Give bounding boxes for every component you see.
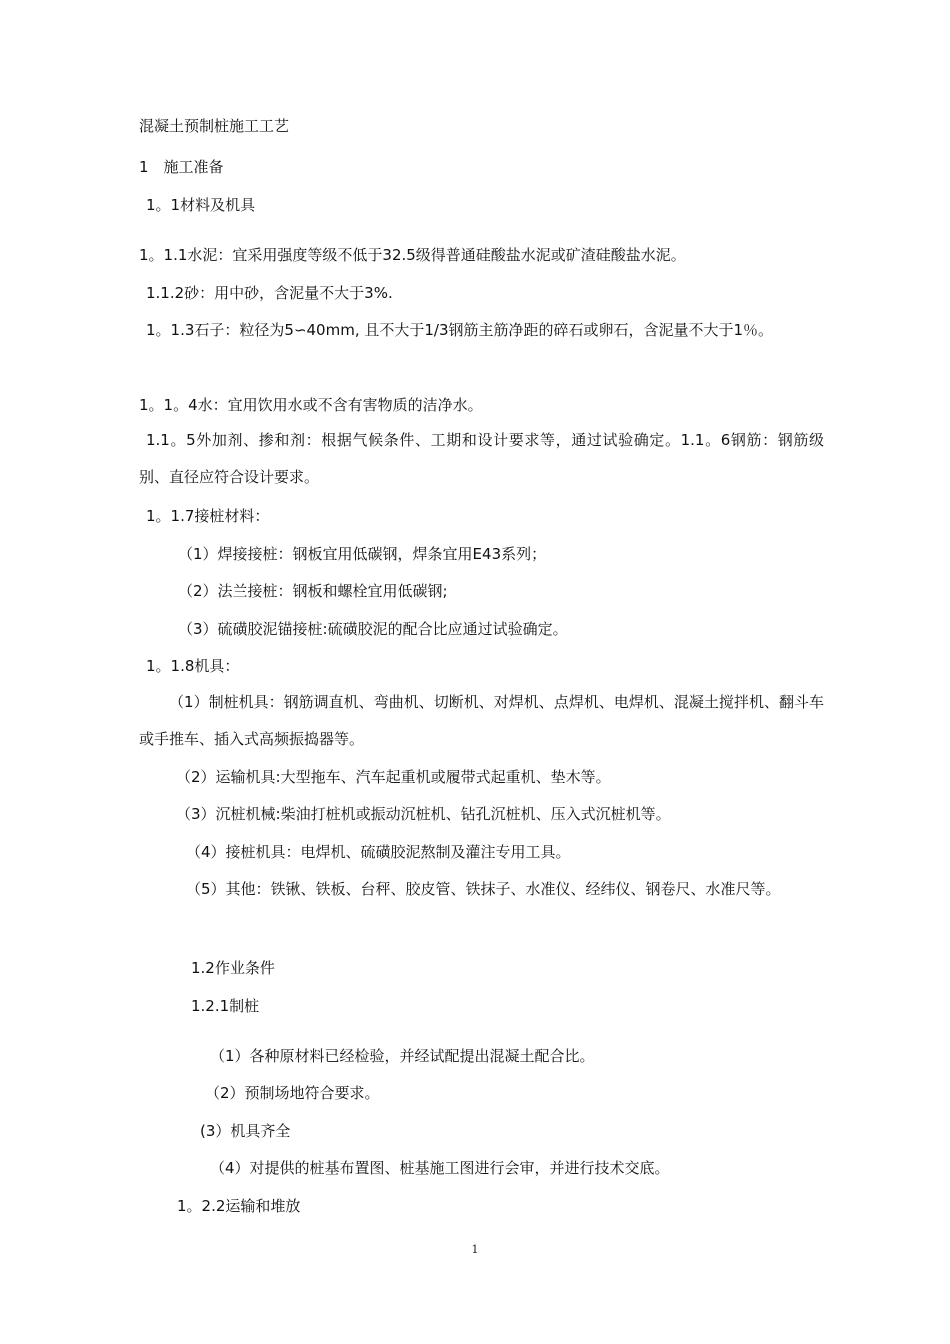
subsection-heading: 1.2.1制桩	[191, 997, 260, 1015]
list-item: （2）运输机具:大型拖车、汽车起重机或履带式起重机、垫木等。	[176, 768, 611, 786]
subsection-heading: 1。1材料及机具	[146, 196, 256, 214]
subsection-heading: 1。2.2运输和堆放	[177, 1197, 301, 1215]
paragraph: 1。1。4水：宜用饮用水或不含有害物质的洁净水。	[139, 396, 483, 414]
paragraph: 1。1.7接桩材料：	[146, 507, 270, 525]
document-title: 混凝土预制桩施工工艺	[139, 117, 290, 135]
subsection-heading: 1.2作业条件	[191, 959, 275, 977]
section-heading: 1 施工准备	[139, 158, 224, 176]
list-item: （3）硫磺胶泥锚接桩:硫磺胶泥的配合比应通过试验确定。	[178, 620, 568, 638]
paragraph: 1。1.3石子：粒径为5∽40mm, 且不大于1/3钢筋主筋净距的碎石或卵石，含泥量不大于1％。	[146, 321, 774, 339]
list-item: （4）对提供的桩基布置图、桩基施工图进行会审，并进行技术交底。	[210, 1159, 670, 1177]
paragraph: 1.1.2砂：用中砂，含泥量不大于3%.	[146, 284, 393, 302]
list-item: (3）机具齐全	[200, 1122, 291, 1140]
list-item: （5）其他：铁锹、铁板、台秤、胶皮管、铁抹子、水准仪、经纬仪、钢卷尺、水准尺等。	[186, 880, 781, 898]
list-item: （1）各种原材料已经检验，并经试配提出混凝土配合比。	[210, 1047, 595, 1065]
paragraph: 1.1。5外加剂、掺和剂：根据气候条件、工期和设计要求等，通过试验确定。1.1。6钢筋：钢筋级别、直径应符合设计要求。	[139, 431, 824, 486]
list-item: （4）接桩机具：电焊机、硫磺胶泥熬制及灌注专用工具。	[186, 843, 571, 861]
list-item: （2）预制场地符合要求。	[205, 1084, 380, 1102]
list-item: （3）沉桩机械:柴油打桩机或振动沉桩机、钻孔沉桩机、压入式沉桩机等。	[176, 805, 671, 823]
list-item: （2）法兰接桩：钢板和螺栓宜用低碳钢;	[178, 582, 448, 600]
paragraph: 1。1.8机具：	[146, 657, 240, 675]
paragraph: 1。1.1水泥：宜采用强度等级不低于32.5级得普通硅酸盐水泥或矿渣硅酸盐水泥。	[139, 246, 686, 264]
page-number: 1	[471, 1243, 479, 1256]
list-item: （1）焊接接桩：钢板宜用低碳钢，焊条宜用E43系列；	[178, 545, 547, 563]
list-item: （1）制桩机具：钢筋调直机、弯曲机、切断机、对焊机、点焊机、电焊机、混凝土搅拌机、翻斗车或手推车、插入式高频振捣器等。	[139, 693, 824, 748]
